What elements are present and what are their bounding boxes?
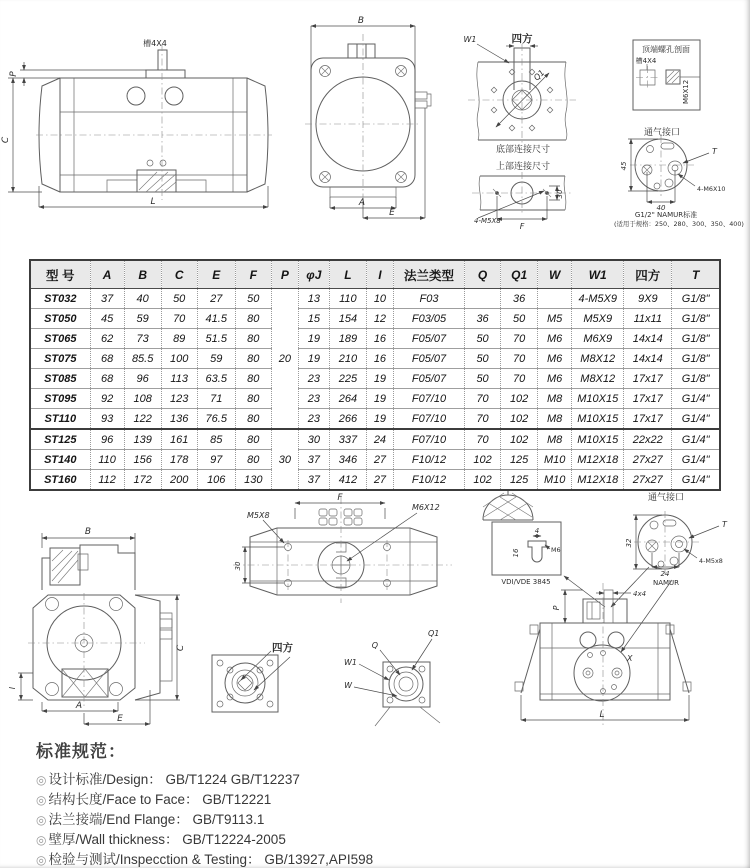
- spec-cell: 130: [235, 470, 271, 491]
- spec-cell: 85.5: [124, 349, 161, 369]
- spec-table-wrap: [29, 259, 721, 491]
- spec-cell: 172: [124, 470, 161, 491]
- spec-cell: [538, 289, 572, 309]
- table-header: [30, 260, 720, 289]
- table-row: [30, 409, 720, 430]
- spec-cell: 19: [298, 349, 329, 369]
- label-m5x8: M5X8: [247, 511, 270, 520]
- label-m6x12: M6X12: [412, 503, 440, 512]
- column-header: L: [329, 260, 366, 289]
- standard-text: 壁厚/Wall thickness： GB/T12224-2005: [48, 832, 286, 847]
- spec-cell: 27: [197, 289, 235, 309]
- spec-cell: 19: [366, 389, 393, 409]
- spec-cell: 200: [161, 470, 197, 491]
- spec-cell: 27: [366, 450, 393, 470]
- spec-cell: 102: [501, 389, 538, 409]
- column-header: I: [366, 260, 393, 289]
- column-header: W1: [572, 260, 624, 289]
- drawing-top-connection: [472, 160, 572, 231]
- spec-cell: G1/4": [672, 409, 720, 430]
- drawing-vent-port: [614, 126, 744, 228]
- bullet-icon: ◎: [36, 853, 47, 867]
- spec-cell: 125: [501, 450, 538, 470]
- drawing-square-plate: [212, 641, 293, 712]
- caption-vdi-vde: VDI/VDE 3845: [501, 578, 551, 586]
- model-cell: ST065: [30, 329, 90, 349]
- spec-cell: 108: [124, 389, 161, 409]
- spec-cell: 50: [465, 329, 501, 349]
- spec-cell: 70: [501, 329, 538, 349]
- spec-cell: F05/07: [393, 369, 464, 389]
- column-header: 法兰类型: [393, 260, 464, 289]
- spec-cell: 80: [235, 429, 271, 450]
- spec-cell: 19: [298, 329, 329, 349]
- spec-cell: 123: [161, 389, 197, 409]
- dim-label-16: 16: [512, 548, 520, 558]
- spec-cell: G1/8": [672, 309, 720, 329]
- spec-cell: F07/10: [393, 409, 464, 430]
- bullet-icon: ◎: [36, 773, 47, 787]
- model-cell: ST160: [30, 470, 90, 491]
- spec-cell: 17x17: [624, 389, 672, 409]
- table-row: [30, 389, 720, 409]
- standard-item: [36, 850, 726, 868]
- spec-cell: 50: [161, 289, 197, 309]
- drawing-flange-view: [344, 629, 440, 726]
- dim-label-w1: W1: [463, 35, 477, 44]
- drawing-side-view-bottom: [515, 580, 691, 727]
- spec-cell: 80: [235, 409, 271, 430]
- spec-cell: F03: [393, 289, 464, 309]
- spec-cell: 102: [501, 429, 538, 450]
- spec-cell: 17x17: [624, 369, 672, 389]
- standard-text: 设计标准/Design： GB/T1224 GB/T12237: [48, 772, 300, 787]
- spec-cell: 76.5: [197, 409, 235, 430]
- title-vent-port-mid: 通气接口: [647, 493, 685, 503]
- spec-cell: 27: [366, 470, 393, 491]
- dim-label-p-mid: P: [552, 605, 561, 611]
- spec-cell: 85: [197, 429, 235, 450]
- column-header: 四方: [624, 260, 672, 289]
- column-header: Q: [465, 260, 501, 289]
- spec-cell: 96: [90, 429, 124, 450]
- drawing-bottom-connection: [464, 32, 577, 155]
- spec-cell: 9X9: [624, 289, 672, 309]
- standard-item: [36, 790, 726, 810]
- label-m6x12: M6X12: [682, 79, 690, 104]
- drawing-top-screw-section: [633, 40, 700, 110]
- spec-cell: 112: [90, 470, 124, 491]
- caption-top-connection: 上部连接尺寸: [495, 162, 551, 172]
- spec-cell: 412: [329, 470, 366, 491]
- spec-cell: 62: [90, 329, 124, 349]
- spec-cell: M8X12: [572, 369, 624, 389]
- spec-cell: M12X18: [572, 470, 624, 491]
- spec-cell: 23: [298, 389, 329, 409]
- dim-label-24: 24: [660, 570, 670, 578]
- dim-label-t: T: [712, 147, 717, 156]
- spec-cell: 71: [197, 389, 235, 409]
- table-row: [30, 450, 720, 470]
- spec-cell: 17x17: [624, 409, 672, 430]
- spec-cell: 80: [235, 329, 271, 349]
- spec-cell: 156: [124, 450, 161, 470]
- spec-cell: 10: [366, 289, 393, 309]
- dim-label-l: L: [150, 197, 156, 207]
- label-4-m5x8-mid: 4-M5x8: [699, 557, 723, 565]
- column-header: W: [538, 260, 572, 289]
- dim-label-4: 4: [534, 527, 540, 535]
- dim-label-4x4: 4x4: [633, 590, 647, 598]
- dim-label-p: P: [9, 71, 19, 77]
- spec-cell: 189: [329, 329, 366, 349]
- spec-cell: 70: [465, 409, 501, 430]
- spec-cell: 139: [124, 429, 161, 450]
- spec-cell: F10/12: [393, 470, 464, 491]
- column-header: Q1: [501, 260, 538, 289]
- model-cell: ST032: [30, 289, 90, 309]
- spec-cell: 19: [366, 369, 393, 389]
- spec-cell: 161: [161, 429, 197, 450]
- spec-cell: M10: [538, 450, 572, 470]
- column-header: F: [235, 260, 271, 289]
- table-body: [30, 289, 720, 491]
- spec-cell: 106: [197, 470, 235, 491]
- dim-label-c-bottom: C: [176, 644, 186, 652]
- spec-cell: 125: [501, 470, 538, 491]
- spec-cell: G1/4": [672, 450, 720, 470]
- spec-cell: G1/8": [672, 289, 720, 309]
- spec-cell: M8: [538, 389, 572, 409]
- spec-cell: F07/10: [393, 389, 464, 409]
- standard-item: [36, 830, 726, 850]
- dim-label-x: X: [627, 654, 633, 663]
- bullet-icon: ◎: [36, 813, 47, 827]
- dim-label-f: F: [337, 493, 343, 503]
- spec-cell: 92: [90, 389, 124, 409]
- technical-drawings-top: [0, 0, 750, 256]
- spec-cell: 113: [161, 369, 197, 389]
- header-row: [30, 260, 720, 289]
- dim-label-q1: Q1: [532, 68, 547, 83]
- spec-cell: 23: [298, 409, 329, 430]
- spec-cell: 30: [298, 429, 329, 450]
- drawing-end-view: [305, 16, 431, 218]
- dim-label-e: E: [389, 208, 395, 218]
- spec-cell: 264: [329, 389, 366, 409]
- column-header: 型 号: [30, 260, 90, 289]
- dim-label-a-bottom: A: [75, 701, 83, 711]
- drawing-end-view-bottom: [8, 527, 186, 724]
- bullet-icon: ◎: [36, 833, 47, 847]
- dim-label-b-bottom: B: [84, 527, 92, 537]
- spec-cell: 63.5: [197, 369, 235, 389]
- column-header: A: [90, 260, 124, 289]
- table-row: [30, 289, 720, 309]
- drawing-namur-vent: [611, 491, 728, 607]
- spec-cell: 93: [90, 409, 124, 430]
- spec-table: [29, 259, 721, 491]
- dim-label-l-mid: L: [599, 710, 605, 720]
- spec-cell: M12X18: [572, 450, 624, 470]
- spec-cell: 346: [329, 450, 366, 470]
- dim-label-e-bottom: E: [117, 714, 123, 724]
- drawing-top-view: [233, 493, 452, 603]
- spec-cell: G1/8": [672, 329, 720, 349]
- spec-cell: 70: [465, 389, 501, 409]
- model-cell: ST075: [30, 349, 90, 369]
- spec-cell: 100: [161, 349, 197, 369]
- standard-text: 检验与测试/Inspecction & Testing： GB/13927,API598: [48, 852, 374, 867]
- spec-cell: M6: [538, 349, 572, 369]
- spec-cell: 102: [465, 470, 501, 491]
- table-row: [30, 349, 720, 369]
- spec-cell: 36: [465, 309, 501, 329]
- caption-namur-standard: G1/2" NAMUR标准: [634, 211, 698, 219]
- spec-cell: 37: [90, 289, 124, 309]
- dim-label-c: C: [1, 136, 11, 144]
- table-row: [30, 329, 720, 349]
- spec-cell: 80: [235, 369, 271, 389]
- label-slot-4x4-detail: 槽4X4: [635, 57, 657, 65]
- spec-cell: 80: [235, 309, 271, 329]
- spec-cell: F10/12: [393, 450, 464, 470]
- spec-cell: 37: [298, 450, 329, 470]
- spec-cell: M8: [538, 429, 572, 450]
- spec-cell: 68: [90, 349, 124, 369]
- spec-cell: 110: [329, 289, 366, 309]
- dim-label-30: 30: [556, 189, 564, 199]
- spec-cell: 50: [465, 369, 501, 389]
- spec-cell: 27x27: [624, 450, 672, 470]
- spec-cell: M10: [538, 470, 572, 491]
- model-cell: ST140: [30, 450, 90, 470]
- spec-cell: 16: [366, 329, 393, 349]
- spec-cell: 22x22: [624, 429, 672, 450]
- p-span-cell: 30: [271, 429, 298, 490]
- spec-cell: M6: [538, 329, 572, 349]
- caption-namur: NAMUR: [652, 579, 680, 587]
- spec-cell: G1/4": [672, 429, 720, 450]
- spec-cell: F05/07: [393, 349, 464, 369]
- column-header: φJ: [298, 260, 329, 289]
- spec-cell: 14x14: [624, 329, 672, 349]
- spec-cell: 80: [235, 450, 271, 470]
- spec-cell: G1/4": [672, 389, 720, 409]
- caption-applicable-sizes: (适用于规格：250、280、300、350、400): [614, 220, 744, 228]
- spec-cell: 12: [366, 309, 393, 329]
- spec-cell: 27x27: [624, 470, 672, 491]
- spec-cell: 68: [90, 369, 124, 389]
- spec-cell: 96: [124, 369, 161, 389]
- model-cell: ST110: [30, 409, 90, 430]
- model-cell: ST125: [30, 429, 90, 450]
- spec-cell: 80: [235, 349, 271, 369]
- spec-cell: 14x14: [624, 349, 672, 369]
- model-cell: ST050: [30, 309, 90, 329]
- spec-cell: 13: [298, 289, 329, 309]
- dim-label-a: A: [358, 198, 366, 208]
- dim-label-b: B: [357, 16, 365, 26]
- spec-cell: 70: [465, 429, 501, 450]
- dim-label-i-bottom: I: [8, 686, 17, 690]
- spec-cell: M8: [538, 409, 572, 430]
- drawing-side-view: [1, 38, 272, 207]
- caption-bottom-connection: 底部连接尺寸: [495, 145, 551, 155]
- spec-cell: 15: [298, 309, 329, 329]
- dim-label-w-flange: W: [344, 681, 352, 690]
- column-header: E: [197, 260, 235, 289]
- table-row: [30, 309, 720, 329]
- spec-cell: 70: [501, 349, 538, 369]
- spec-cell: M5: [538, 309, 572, 329]
- spec-cell: G1/8": [672, 349, 720, 369]
- spec-cell: M6: [538, 369, 572, 389]
- standard-text: 结构长度/Face to Face： GB/T12221: [48, 792, 272, 807]
- spec-cell: 178: [161, 450, 197, 470]
- dim-label-w1-flange: W1: [344, 658, 357, 667]
- standard-text: 法兰接端/End Flange： GB/T9113.1: [48, 812, 265, 827]
- spec-cell: 41.5: [197, 309, 235, 329]
- spec-cell: 136: [161, 409, 197, 430]
- drawing-vdi-detail: [483, 491, 605, 607]
- model-cell: ST095: [30, 389, 90, 409]
- spec-cell: 50: [235, 289, 271, 309]
- label-m6: M6: [551, 546, 561, 554]
- standards-title: 标准规范：: [36, 742, 126, 761]
- spec-cell: 73: [124, 329, 161, 349]
- spec-cell: 266: [329, 409, 366, 430]
- dim-label-45: 45: [620, 161, 628, 171]
- spec-cell: 24: [366, 429, 393, 450]
- model-cell: ST085: [30, 369, 90, 389]
- spec-cell: 154: [329, 309, 366, 329]
- spec-cell: 36: [501, 289, 538, 309]
- dim-label-q1-flange: Q1: [428, 629, 440, 638]
- spec-cell: F03/05: [393, 309, 464, 329]
- bullet-icon: ◎: [36, 793, 47, 807]
- spec-cell: M10X15: [572, 409, 624, 430]
- spec-cell: 210: [329, 349, 366, 369]
- dim-label-40: 40: [656, 204, 666, 212]
- spec-cell: [465, 289, 501, 309]
- spec-cell: 337: [329, 429, 366, 450]
- label-square-drive-mid: 四方: [272, 642, 293, 654]
- spec-cell: 11x11: [624, 309, 672, 329]
- spec-cell: 110: [90, 450, 124, 470]
- spec-cell: 50: [501, 309, 538, 329]
- spec-cell: 122: [124, 409, 161, 430]
- standard-item: [36, 810, 726, 830]
- spec-cell: 4-M5X9: [572, 289, 624, 309]
- spec-cell: F07/10: [393, 429, 464, 450]
- spec-cell: 102: [501, 409, 538, 430]
- technical-drawings-middle: [0, 483, 750, 741]
- spec-cell: 225: [329, 369, 366, 389]
- column-header: T: [672, 260, 720, 289]
- column-header: P: [271, 260, 298, 289]
- spec-cell: 50: [465, 349, 501, 369]
- p-span-cell: 20: [271, 289, 298, 430]
- table-row: [30, 429, 720, 450]
- column-header: B: [124, 260, 161, 289]
- spec-cell: 59: [197, 349, 235, 369]
- spec-cell: 70: [161, 309, 197, 329]
- spec-cell: 89: [161, 329, 197, 349]
- label-square-drive: 四方: [511, 33, 533, 45]
- title-vent-port: 通气接口: [643, 128, 681, 138]
- table-row: [30, 369, 720, 389]
- spec-cell: G1/8": [672, 369, 720, 389]
- spec-cell: M5X9: [572, 309, 624, 329]
- spec-cell: 23: [298, 369, 329, 389]
- spec-cell: 37: [298, 470, 329, 491]
- spec-cell: 19: [366, 409, 393, 430]
- dim-label-30: 30: [234, 561, 242, 571]
- spec-cell: 40: [124, 289, 161, 309]
- spec-cell: M10X15: [572, 429, 624, 450]
- spec-cell: G1/4": [672, 470, 720, 491]
- label-4-m5x8: 4-M5X8: [474, 217, 501, 225]
- label-slot-4x4: 槽4X4: [143, 39, 167, 48]
- spec-cell: 97: [197, 450, 235, 470]
- dim-label-32: 32: [625, 538, 633, 548]
- standards-section: [36, 737, 726, 868]
- spec-cell: 70: [501, 369, 538, 389]
- spec-cell: 102: [465, 450, 501, 470]
- spec-cell: 45: [90, 309, 124, 329]
- spec-cell: 51.5: [197, 329, 235, 349]
- column-header: C: [161, 260, 197, 289]
- standard-item: [36, 770, 726, 790]
- label-4-m6x10: 4-M6X10: [697, 185, 726, 193]
- spec-cell: M10X15: [572, 389, 624, 409]
- spec-cell: 59: [124, 309, 161, 329]
- title-top-screw-section: 顶端螺孔剖面: [642, 45, 690, 54]
- spec-cell: M6X9: [572, 329, 624, 349]
- dim-label-t-mid: T: [722, 520, 727, 529]
- dim-label-f: F: [519, 222, 525, 231]
- spec-cell: M8X12: [572, 349, 624, 369]
- spec-cell: F05/07: [393, 329, 464, 349]
- dim-label-q-flange: Q: [371, 641, 378, 650]
- spec-cell: 80: [235, 389, 271, 409]
- spec-cell: 16: [366, 349, 393, 369]
